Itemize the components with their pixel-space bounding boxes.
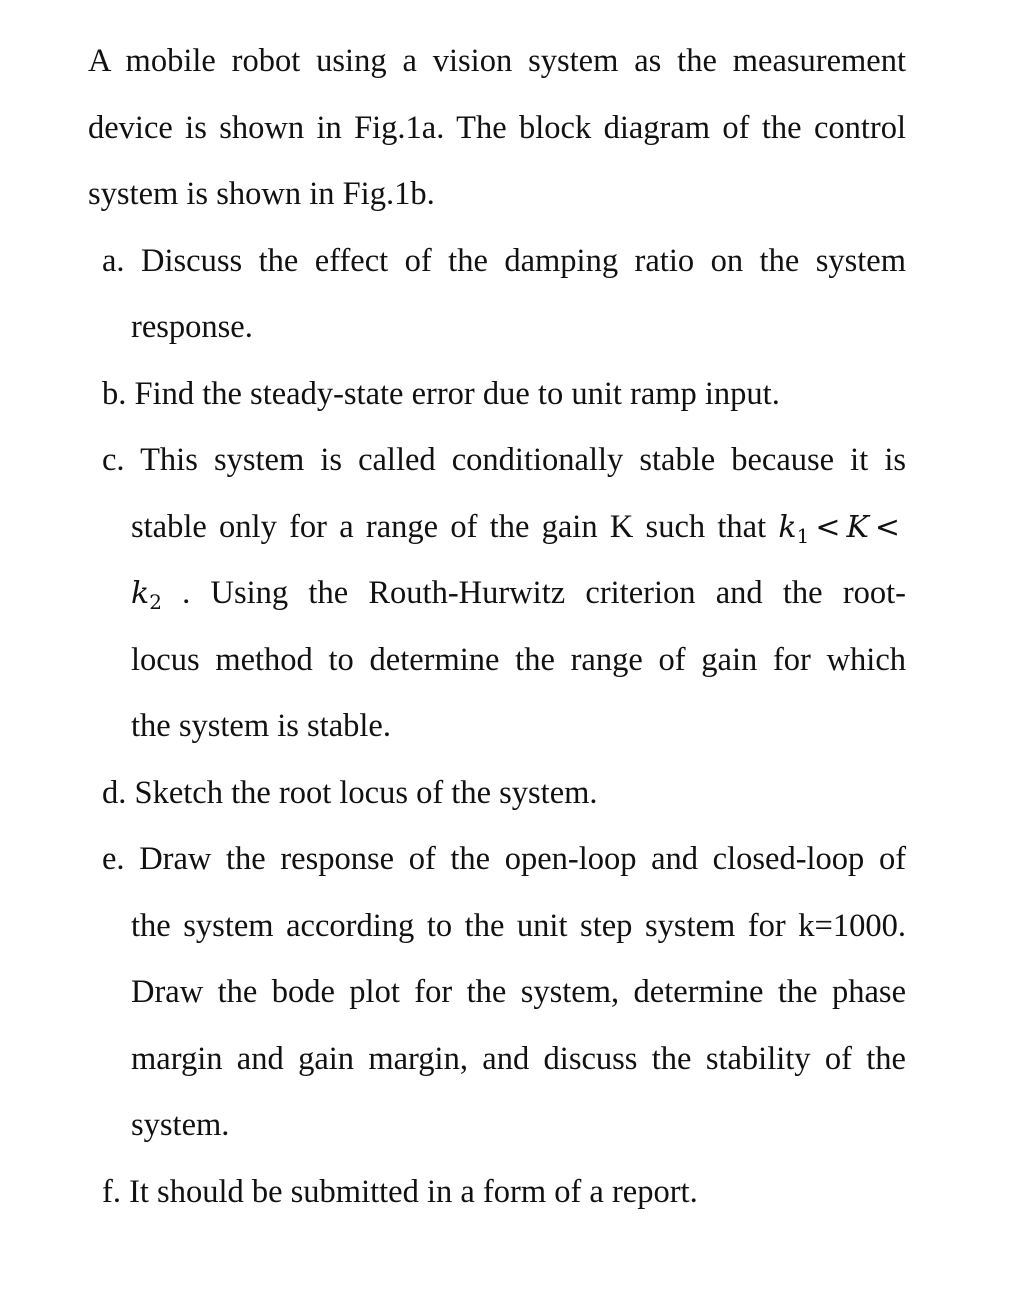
list-item-e <box>102 826 906 1159</box>
item-e-line-3: Draw the bode plot for the system, determine the phase <box>131 974 906 1010</box>
less-than-2: < <box>874 509 901 545</box>
document-page <box>88 28 906 1225</box>
gain-inequality-start <box>778 509 906 548</box>
intro-paragraph <box>88 28 906 228</box>
intro-line-2: device is shown in Fig.1a. The block diagram of the control <box>88 109 906 146</box>
k1-subscript: 1 <box>796 523 810 548</box>
item-c-line-2 <box>102 494 906 561</box>
list-item-f <box>102 1159 906 1226</box>
item-marker-c: c. <box>102 442 125 478</box>
k2-symbol: k <box>131 576 150 611</box>
gain-inequality-end <box>131 576 162 614</box>
item-e-line-4: margin and gain margin, and discuss the stability of the <box>131 1040 906 1077</box>
item-f-line-1: It should be submitted in a form of a report. <box>129 1173 698 1210</box>
item-a-line-1: Discuss the effect of the damping ratio on the system <box>141 242 906 279</box>
item-c-line-2-text: stable only for a range of the gain K such that <box>131 508 767 545</box>
list-item-a <box>102 228 906 361</box>
item-c-line-1: This system is called conditionally stable because it is <box>140 442 906 478</box>
k2-subscript: 2 <box>149 590 162 614</box>
list-item-c <box>102 427 906 760</box>
item-d-line-1: Sketch the root locus of the system. <box>134 774 598 811</box>
item-e-line-5: system. <box>131 1107 230 1143</box>
item-c-line-3 <box>102 560 906 627</box>
list-item-d <box>102 760 906 827</box>
K-symbol: K <box>846 509 869 545</box>
item-a-line-2: response. <box>131 309 253 345</box>
k1-symbol: k <box>778 509 797 545</box>
less-than-1: < <box>815 509 841 545</box>
item-e-line-2: the system according to the unit step system for k=1000. <box>131 907 906 944</box>
item-marker-b: b. <box>102 375 127 412</box>
intro-line-1: A mobile robot using a vision system as the measurement <box>88 43 906 79</box>
task-list <box>102 228 906 1226</box>
item-e-line-1: Draw the response of the open-loop and closed-loop of <box>139 841 907 877</box>
item-marker-e: e. <box>102 841 125 877</box>
item-marker-d: d. <box>102 774 127 811</box>
list-item-b <box>102 361 906 428</box>
item-marker-a: a. <box>102 242 125 279</box>
intro-line-3: system is shown in Fig.1b. <box>88 176 435 212</box>
item-c-line-5: the system is stable. <box>131 708 391 744</box>
item-marker-f: f. <box>102 1173 121 1210</box>
item-b-line-1: Find the steady-state error due to unit ramp input. <box>134 375 780 412</box>
item-c-line-4: locus method to determine the range of gain for which <box>131 641 906 678</box>
item-c-line-3-text: . Using the Routh-Hurwitz criterion and the root- <box>182 575 906 611</box>
